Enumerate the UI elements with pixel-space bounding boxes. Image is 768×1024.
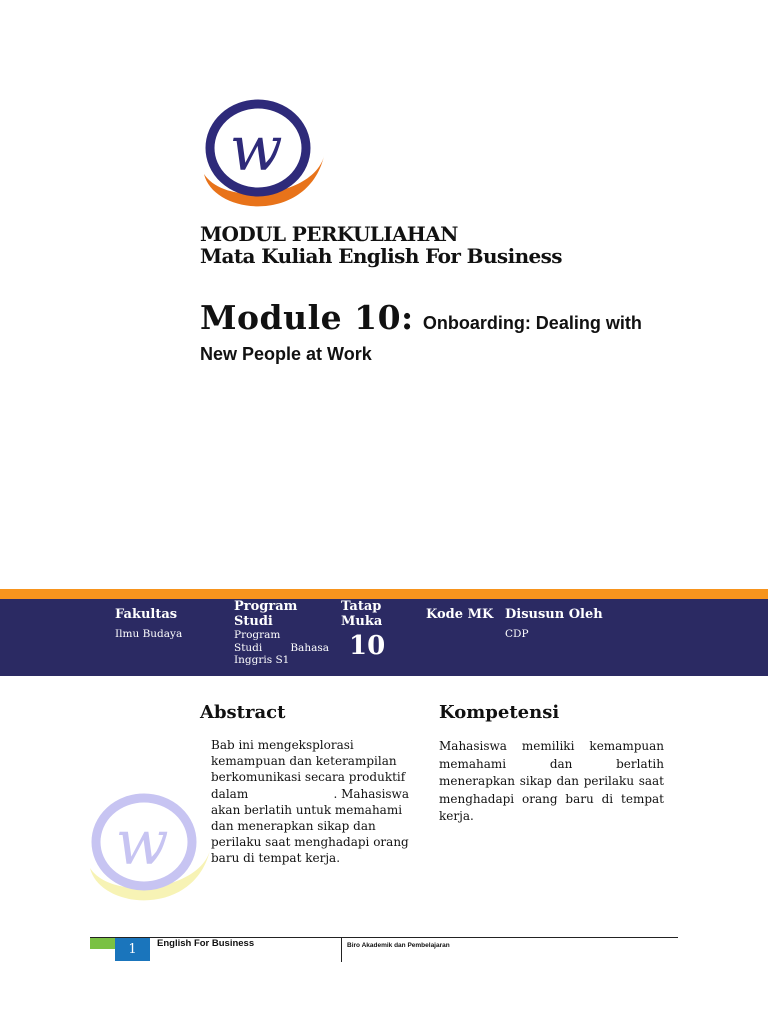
abstract-line: baru di tempat kerja. xyxy=(211,851,341,866)
abstract-line: berkomunikasi secara produktif xyxy=(211,770,406,785)
program-studi-label-2: Studi xyxy=(234,614,273,629)
fakultas-value: Ilmu Budaya xyxy=(115,628,183,640)
tatap-muka-column xyxy=(341,599,385,661)
fakultas-label: Fakultas xyxy=(115,607,178,622)
abstract-line xyxy=(211,786,409,802)
info-table xyxy=(0,599,768,676)
fakultas-column xyxy=(115,607,182,641)
tatap-muka-value: 10 xyxy=(349,631,386,661)
tatap-muka-label-1: Tatap xyxy=(341,599,382,614)
module-number: Module 10: xyxy=(200,298,414,337)
module-topic-line1: Onboarding: Dealing with xyxy=(422,313,642,333)
tatap-muka-label-2: Muka xyxy=(341,614,383,629)
abstract-line-part: . Mahasiswa xyxy=(333,786,409,801)
course-title: Mata Kuliah English For Business xyxy=(200,244,562,268)
footer-divider xyxy=(341,938,342,962)
program-studi-value-2b: Bahasa xyxy=(290,641,329,654)
abstract-line: kemampuan dan keterampilan xyxy=(211,754,397,769)
footer-course-name: English For Business xyxy=(157,938,255,949)
kode-mk-column xyxy=(426,607,493,622)
module-topic-line2: New People at Work xyxy=(200,344,372,364)
w-circle-logo xyxy=(196,96,328,220)
abstract-line: akan berlatih untuk memahami xyxy=(211,802,403,817)
footer-green-accent xyxy=(90,938,115,949)
module-title xyxy=(200,298,720,337)
program-studi-value-1: Program xyxy=(234,629,281,641)
footer-department: Biro Akademik dan Pembelajaran xyxy=(347,942,450,949)
svg-text:w: w xyxy=(229,112,283,185)
program-studi-value-3: Inggris S1 xyxy=(234,654,290,666)
kompetensi-body: Mahasiswa memiliki kemampuan memahami dan berlatih menerapkan sikap dan perilaku saat menghadapi orang baru di tempat kerja. xyxy=(439,739,664,823)
abstract-line: Bab ini mengeksplorasi xyxy=(211,738,354,752)
disusun-oleh-value: CDP xyxy=(505,628,529,640)
program-studi-value-2 xyxy=(234,642,329,655)
abstract-body xyxy=(211,737,409,867)
page-number: 1 xyxy=(115,938,150,961)
program-studi-label-1: Program xyxy=(234,599,298,614)
svg-text:w: w xyxy=(115,806,169,879)
disusun-oleh-label: Disusun Oleh xyxy=(505,607,603,622)
disusun-oleh-column xyxy=(505,607,603,641)
w-circle-logo-faded xyxy=(82,790,214,914)
program-studi-value-2a: Studi xyxy=(234,641,263,654)
abstract-heading: Abstract xyxy=(200,702,286,723)
program-studi-column xyxy=(234,599,329,667)
kompetensi-heading: Kompetensi xyxy=(439,702,560,723)
kode-mk-label: Kode MK xyxy=(426,607,494,622)
orange-divider xyxy=(0,589,768,599)
abstract-line: perilaku saat menghadapi orang xyxy=(211,835,409,850)
module-header-title: MODUL PERKULIAHAN xyxy=(200,222,458,246)
abstract-line-part: dalam xyxy=(211,786,249,801)
abstract-line: dan menerapkan sikap dan xyxy=(211,819,376,834)
